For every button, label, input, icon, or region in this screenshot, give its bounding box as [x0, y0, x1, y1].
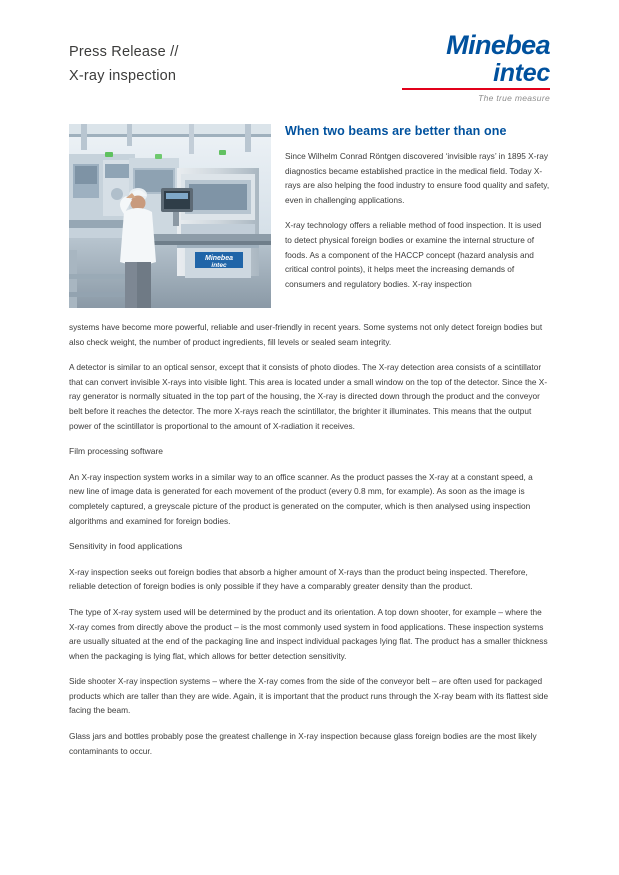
- paragraph-6: The type of X-ray system used will be determined by the product and its orientation. A top down shooter, for example – where the X-ray comes from directly above the product – is the most commonly used system in food applications. These inspection systems are usually situated at the end of the packaging line and inspect individual packages lying flat. The product has a smaller thickness when the packaging is lying flat, which allows for better detection sensitivity.: [69, 606, 548, 661]
- factory-photo-illustration: [69, 124, 271, 308]
- paragraph-5: X-ray inspection seeks out foreign bodies that absorb a higher amount of X-rays than the product being inspected. Therefore, reliable detection of foreign bodies is only possible if they have a comparably greater density than the product.: [69, 566, 528, 592]
- svg-text:Minebea: Minebea: [204, 255, 234, 262]
- subheading-sensitivity-in-food-applications: Sensitivity in food applications: [69, 541, 183, 552]
- article-body: [69, 320, 550, 758]
- paragraph-3: A detector is similar to an optical sensor, except that it consists of photo diodes. The X-ray detection area consists of a scintillator that can convert invisible X-rays into visible light. This area is located under a small window on the top of the detector. Since the X-ray generator is normally situated in the top part of the housing, the X-ray is directed down through the product and the conveyor belt before it reaches the detector. The more X-rays reach the scintillator, the brighter it illuminates. This means that the output power of the scintillator is proportional to the amount of X-radiation it receives.: [69, 362, 548, 431]
- paragraph-4: An X-ray inspection system works in a similar way to an office scanner. As the product passes the X-ray at a constant speed, a new line of image data is generated for each movement of the product (every 0.8 mm, for example). As soon as the image is completely captured, a greyscale picture of the product is generated on the computer, which is then analysed using inspection algorithms and examined for foreign bodies.: [69, 471, 533, 526]
- logo-minebea-text: Minebea: [446, 30, 550, 60]
- intro-section: [69, 124, 550, 314]
- svg-text:intec: intec: [211, 262, 227, 269]
- page-title-line2: X-ray inspection: [69, 68, 177, 84]
- intro-paragraph-2: X-ray technology offers a reliable method of food inspection. It is used to detect physical foreign bodies or examine the internal structure of foods. As a component of the HACCP concept (hazard analysis and critical control points), it helps meet the increasing demands of consumers and regulatory bodies. X-ray inspection: [285, 220, 542, 289]
- paragraph-8: Glass jars and bottles probably pose the greatest challenge in X-ray inspection because glass foreign bodies are the most likely contaminants to occur.: [69, 731, 537, 756]
- logo-divider: [402, 88, 550, 90]
- logo-tagline: The true measure: [478, 93, 550, 103]
- page-title-line1: Press Release //: [69, 44, 179, 60]
- company-logo: [320, 32, 550, 103]
- paragraph-2-continued: systems have become more powerful, reliable and user-friendly in recent years. Some systems not only detect foreign bodies but also check weight, the number of product ingredients, fill levels or sealed seam integrity.: [69, 322, 543, 347]
- logo-intec-text: intec: [493, 59, 550, 87]
- document-header: [69, 0, 550, 108]
- subheading-film-processing-software: Film processing software: [69, 446, 164, 457]
- article-photo: [69, 124, 271, 308]
- paragraph-7: Side shooter X-ray inspection systems – where the X-ray comes from the side of the conveyor belt – are often used for packaged products which are taller than they are wide. Again, it is important that the product runs through the X-ray beam with its flattest side facing the beam.: [69, 676, 549, 716]
- article-heading: When two beams are better than one: [285, 124, 507, 138]
- intro-paragraph-1: Since Wilhelm Conrad Röntgen discovered ‘invisible rays’ in 1895 X-ray diagnostics became established practice in the medical field. Today X-rays are also helping the food industry to ensure food quality and safety, even in challenging applications.: [285, 151, 550, 205]
- intro-text-column: [285, 124, 550, 302]
